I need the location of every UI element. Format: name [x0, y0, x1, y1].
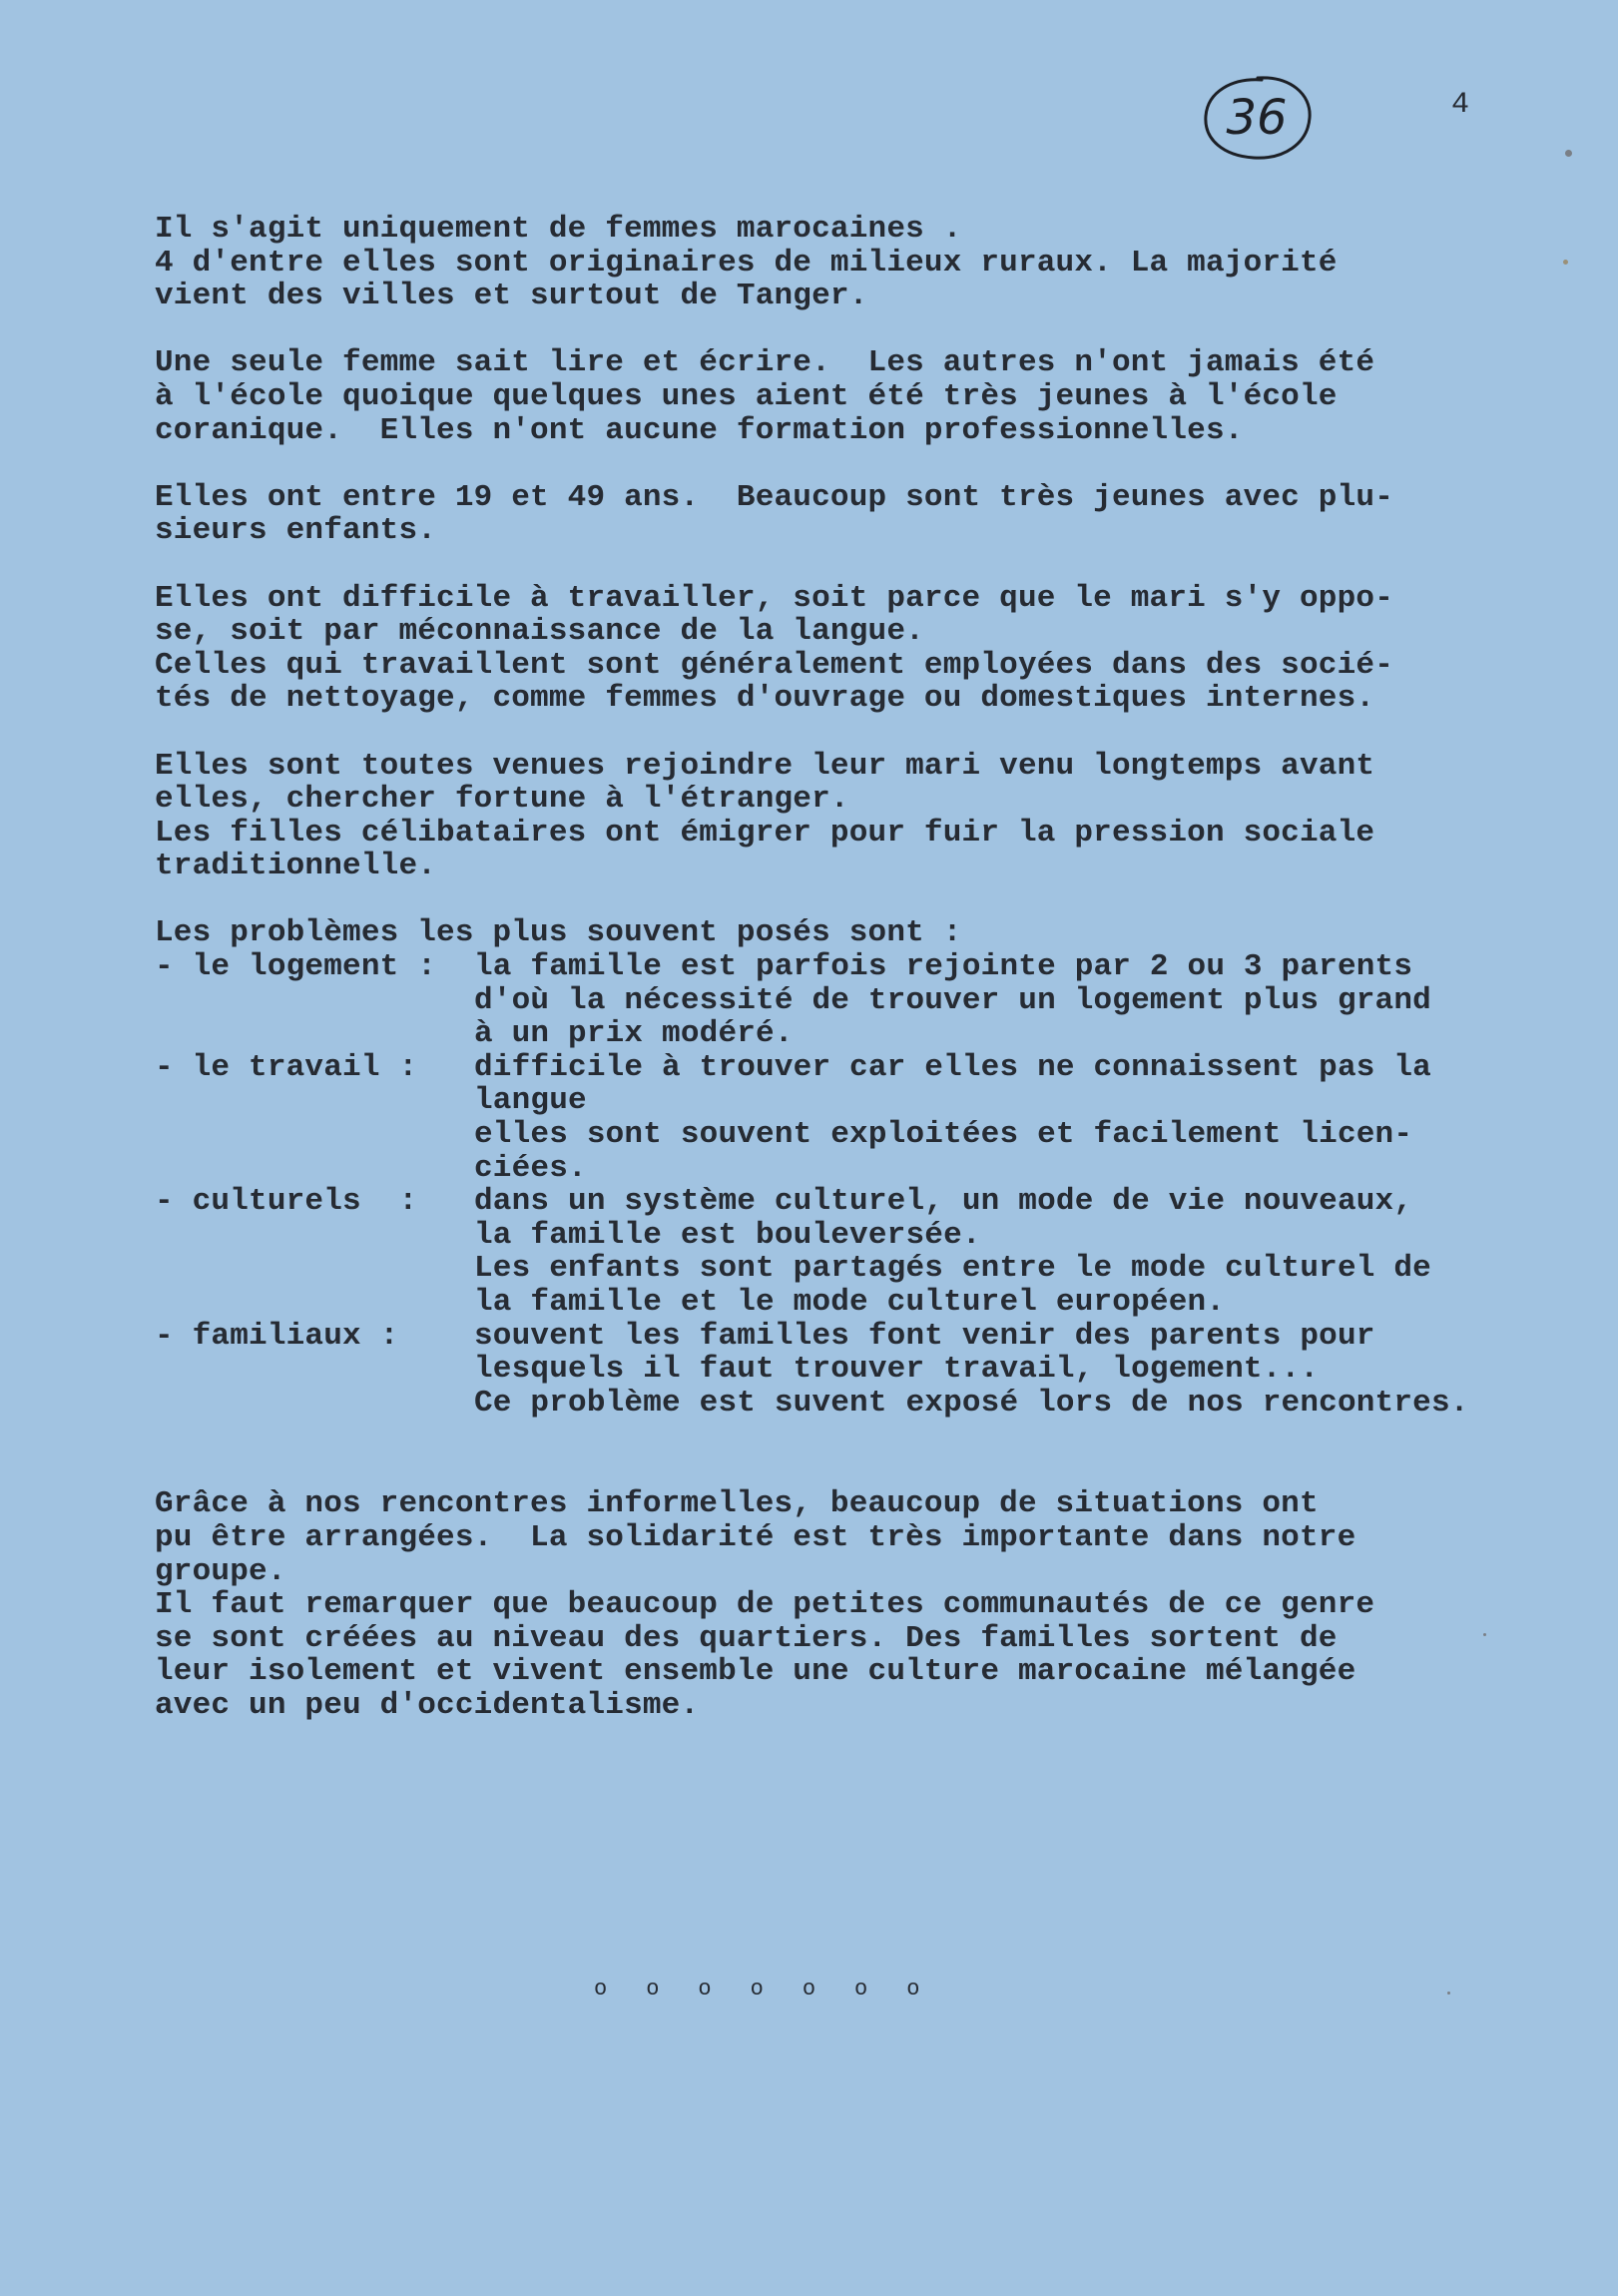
text-line: d'où la nécessité de trouver un logement plus grand	[474, 982, 1431, 1018]
text-line: Elles sont toutes venues rejoindre leur mari venu longtemps avant	[155, 748, 1375, 784]
text-line: Il faut remarquer que beaucoup de petites communautés de ce genre	[155, 1587, 1375, 1623]
paragraph-education	[155, 346, 1532, 447]
text-line: ciées.	[474, 1150, 587, 1186]
text-line: à l'école quoique quelques unes aient été très jeunes à l'école	[155, 378, 1338, 414]
end-mark: o	[854, 1977, 868, 2002]
text-line: difficile à trouver car elles ne connaissent pas la	[474, 1049, 1431, 1085]
text-line: coranique. Elles n'ont aucune formation professionnelles.	[155, 412, 1244, 448]
text-line: avec un peu d'occidentalisme.	[155, 1687, 700, 1723]
problem-description	[474, 1185, 1532, 1319]
paragraph-conclusion	[155, 1487, 1532, 1722]
problem-item-cultural	[155, 1185, 1532, 1319]
problems-list	[155, 916, 1532, 1420]
paragraph-origin	[155, 213, 1532, 313]
text-line: pu être arrangées. La solidarité est très importante dans notre	[155, 1519, 1356, 1555]
text-line: groupe.	[155, 1553, 286, 1589]
text-line: langue	[474, 1083, 587, 1119]
text-line: lesquels il faut trouver travail, logement...	[474, 1352, 1320, 1388]
text-line: traditionnelle.	[155, 849, 437, 884]
paper-speck	[1483, 1633, 1486, 1636]
problem-label: - culturels :	[155, 1184, 418, 1220]
text-line: la famille est parfois rejointe par 2 ou 3 parents	[474, 949, 1413, 985]
end-mark: o	[646, 1977, 660, 2002]
page-number: 4	[1451, 88, 1470, 122]
problem-item-work	[155, 1051, 1532, 1185]
text-line: Grâce à nos rencontres informelles, beaucoup de situations ont	[155, 1486, 1319, 1522]
problems-intro: Les problèmes les plus souvent posés sont :	[155, 915, 962, 951]
paragraph-age	[155, 481, 1532, 548]
paragraph-work	[155, 582, 1532, 716]
paper-speck	[1565, 150, 1572, 157]
text-line: Une seule femme sait lire et écrire. Les autres n'ont jamais été	[155, 345, 1375, 381]
end-mark: o	[698, 1977, 712, 2002]
typed-body	[155, 213, 1532, 1723]
paper-speck	[1563, 260, 1568, 265]
paragraph-migration	[155, 750, 1532, 883]
text-line: Il s'agit uniquement de femmes marocaines .	[155, 212, 962, 247]
problem-label: - le travail :	[155, 1049, 418, 1085]
paper-speck	[1447, 1992, 1450, 1995]
text-line: Celles qui travaillent sont généralement employées dans des socié-	[155, 647, 1393, 683]
text-line: la famille est bouleversée.	[474, 1217, 981, 1253]
problem-description	[474, 950, 1532, 1051]
end-mark: o	[802, 1977, 816, 2002]
text-line: Ce problème est suvent exposé lors de nos rencontres.	[474, 1385, 1469, 1421]
problem-item-family	[155, 1320, 1532, 1421]
text-line: 4 d'entre elles sont originaires de milieux ruraux. La majorité	[155, 245, 1338, 281]
text-line: elles sont souvent exploitées et facilement licen-	[474, 1117, 1413, 1153]
text-line: elles, chercher fortune à l'étranger.	[155, 782, 849, 818]
text-line: Elles ont difficile à travailler, soit parce que le mari s'y oppo-	[155, 580, 1393, 616]
text-line: sieurs enfants.	[155, 513, 437, 549]
end-mark: o	[906, 1977, 920, 2002]
text-line: Les filles célibataires ont émigrer pour fuir la pression sociale	[155, 815, 1375, 851]
problem-description	[474, 1320, 1532, 1421]
text-line: souvent les familles font venir des parents pour	[474, 1318, 1375, 1354]
text-line: leur isolement et vivent ensemble une culture marocaine mélangée	[155, 1654, 1356, 1690]
problem-item-housing	[155, 950, 1532, 1051]
end-of-section-marks	[594, 1977, 919, 2002]
text-line: Les enfants sont partagés entre le mode culturel de	[474, 1251, 1431, 1287]
text-line: se, soit par méconnaissance de la langue.	[155, 614, 924, 650]
text-line: la famille et le mode culturel européen.	[474, 1285, 1226, 1320]
problem-label: - le logement :	[155, 949, 437, 985]
text-line: se sont créées au niveau des quartiers. Des familles sortent de	[155, 1620, 1338, 1656]
text-line: à un prix modéré.	[474, 1016, 794, 1052]
end-mark: o	[750, 1977, 764, 2002]
end-mark: o	[594, 1977, 608, 2002]
text-line: tés de nettoyage, comme femmes d'ouvrage ou domestiques internes.	[155, 681, 1375, 717]
circled-number-text: 36	[1226, 90, 1288, 146]
handwritten-circled-number	[1198, 72, 1316, 164]
text-line: dans un système culturel, un mode de vie nouveaux,	[474, 1184, 1413, 1220]
problem-description	[474, 1051, 1532, 1185]
text-line: Elles ont entre 19 et 49 ans. Beaucoup sont très jeunes avec plu-	[155, 479, 1393, 515]
problem-label: - familiaux :	[155, 1318, 399, 1354]
text-line: vient des villes et surtout de Tanger.	[155, 279, 868, 314]
